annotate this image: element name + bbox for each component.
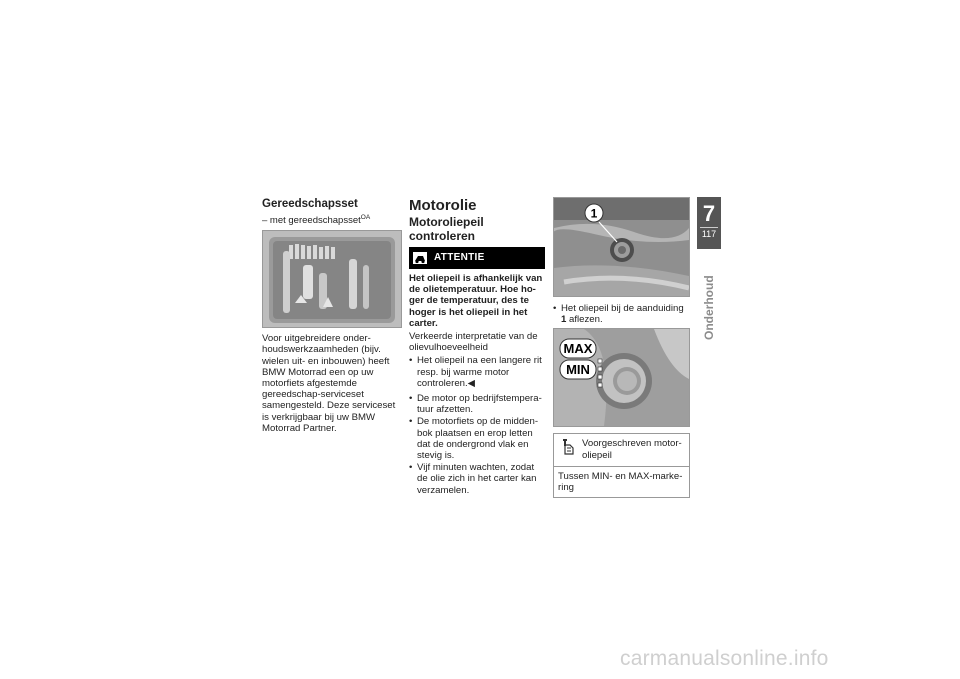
engine-photo [553, 197, 690, 297]
column-oil-level [553, 197, 690, 498]
chapter-name: Onderhoud [702, 275, 716, 340]
oil-can-icon [562, 438, 576, 456]
list-item: • Het oliepeil na een langere rit resp. bij warme motor controleren.◀ [409, 355, 545, 389]
spec-label-row [554, 434, 689, 466]
max-label: MAX [563, 341, 593, 357]
engine-image [554, 198, 689, 296]
spec-box [553, 433, 690, 498]
oil-warning-sub: Verkeerde interpretatie van de olievulhoeveelheid [409, 331, 538, 354]
page-number: 117 [701, 229, 717, 239]
chapter-number: 7 [702, 201, 716, 226]
toolkit-body: Voor uitgebreidere onder-houdswerkzaamheden (bijv. wielen uit- en inbouwen) heeft BMW Motorrad een op uw motorfiets afgestemde gereedschap-serviceset samengesteld. Deze serviceset is verkrijgbaar bij uw BMW Motorrad Partner. [262, 333, 396, 434]
toolkit-subtitle: – met gereedschapsset$^{OA}$ [262, 214, 371, 226]
watermark: carmanualsonline.info [620, 647, 829, 670]
callout-number: 1 [590, 206, 598, 221]
oil-steps-2 [409, 393, 545, 496]
column-toolkit [262, 197, 402, 436]
reading-step [553, 303, 690, 325]
oil-title: Motorolie [409, 197, 477, 214]
oil-warning: Het oliepeil is afhankelijk van de olietemperatuur. Hoe ho-ger de temperatuur, des te hoger is het oliepeil in het carter. [409, 273, 543, 329]
column-oil [409, 197, 545, 498]
toolkit-image [263, 231, 401, 327]
list-item: • De motor op bedrijfstempera-tuur afzetten. [409, 393, 545, 415]
list-item: • Vijf minuten wachten, zodat de olie zich in het carter kan verzamelen. [409, 462, 545, 496]
list-item: • Het oliepeil bij de aanduiding 1 aflezen. [553, 303, 690, 325]
min-label: MIN [566, 362, 590, 378]
attention-banner [409, 247, 545, 269]
chapter-tab [697, 197, 721, 249]
oil-subtitle: Motoroliepeil controleren [409, 215, 484, 243]
oil-steps [409, 355, 545, 389]
list-item: • De motorfiets op de midden-bok plaatsen en erop letten dat de ondergrond vlak en stevig is. [409, 416, 545, 461]
spec-label: Voorgeschreven motor-oliepeil [582, 438, 682, 461]
sight-glass-photo [553, 328, 690, 427]
toolkit-photo [262, 230, 402, 328]
toolkit-heading: Gereedschapsset [262, 198, 358, 210]
spec-value: Tussen MIN- en MAX-marke-ring [558, 470, 683, 494]
attention-label: ATTENTIE [434, 252, 485, 264]
sight-glass-image [554, 329, 689, 426]
motorcycle-warning-icon [412, 251, 428, 265]
